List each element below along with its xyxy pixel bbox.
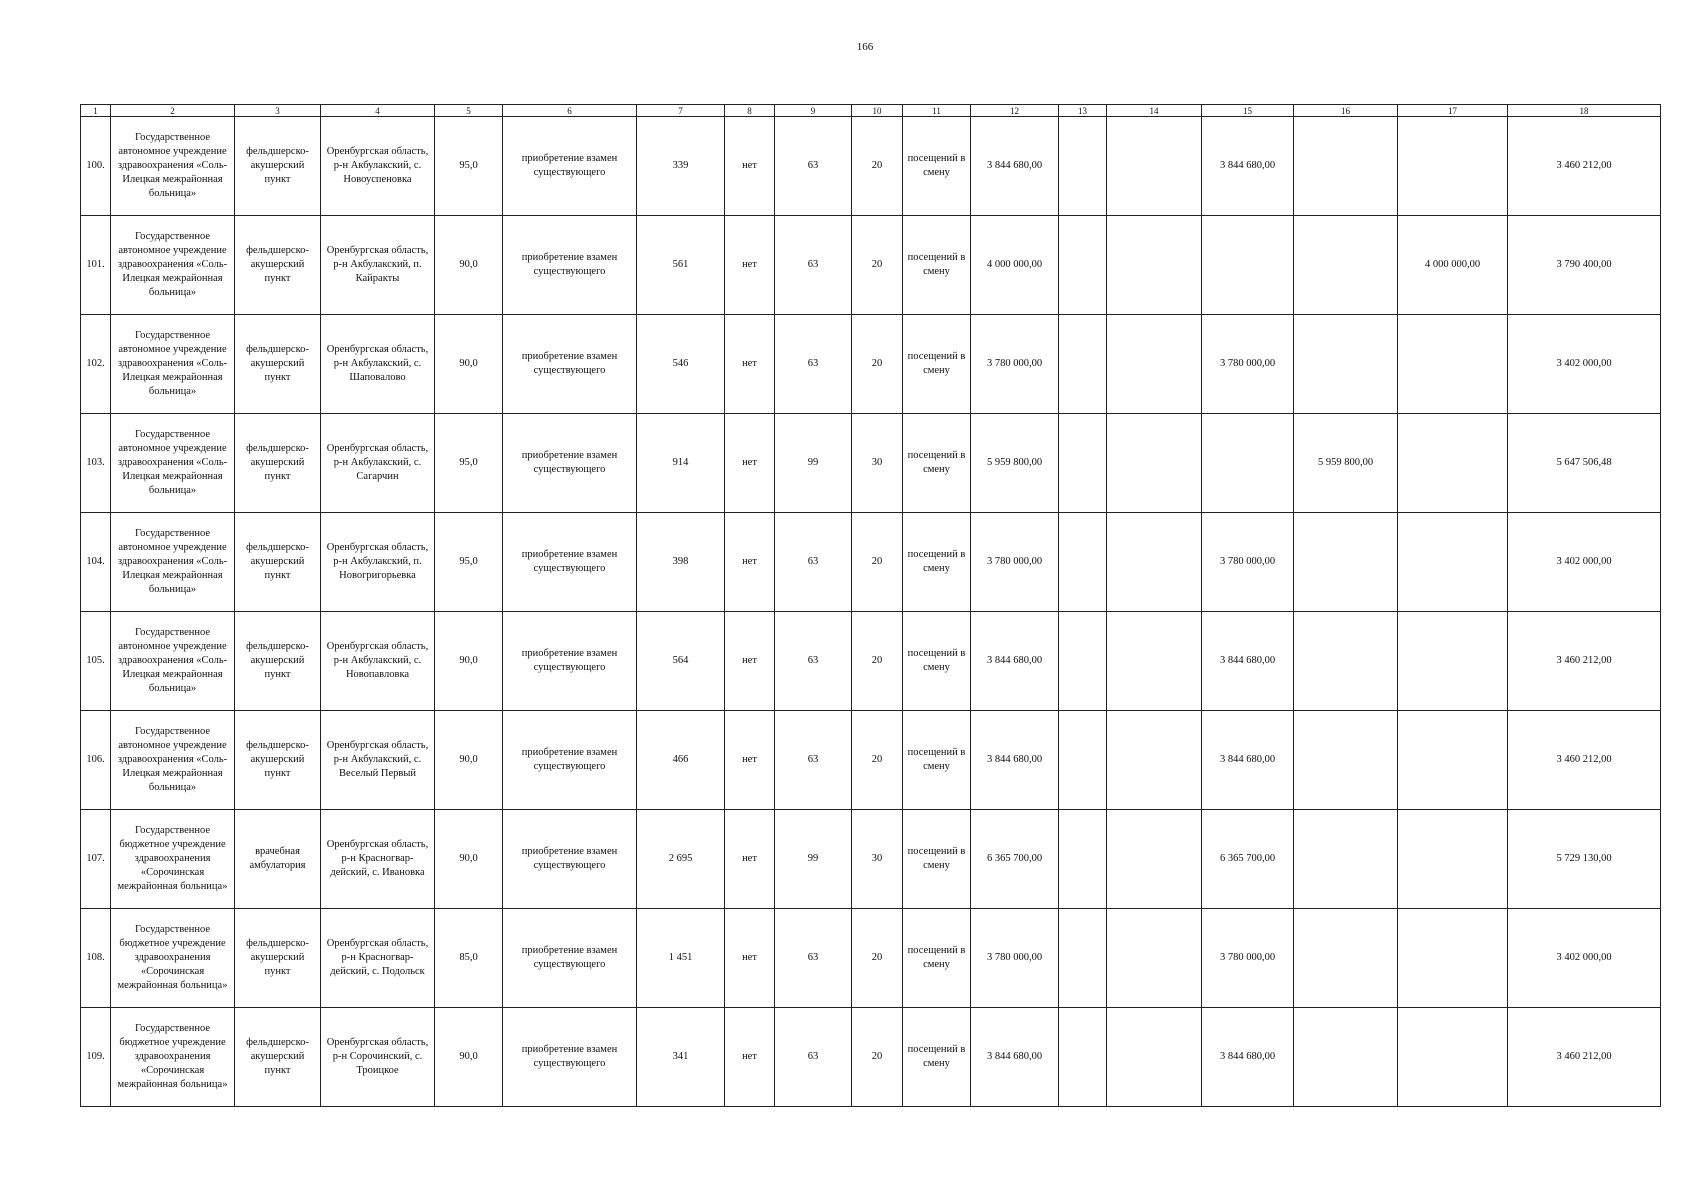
cell-col18: 3 460 212,00 (1508, 1008, 1661, 1107)
cell-col10: 30 (852, 810, 903, 909)
organization-name: Государственное бюджетное учреждение здравоохранения «Сорочинская межрайонная больница» (111, 810, 235, 909)
cell-col11: посещений в смену (903, 117, 971, 216)
column-header: 14 (1107, 105, 1202, 117)
cell-col12: 3 844 680,00 (971, 711, 1059, 810)
cell-col16 (1294, 810, 1398, 909)
cell-col13 (1059, 513, 1107, 612)
cell-col15 (1202, 216, 1294, 315)
cell-col7: 398 (637, 513, 725, 612)
table-row (81, 414, 1661, 513)
cell-col16 (1294, 117, 1398, 216)
facility-address: Оренбургская область, р-н Красногвар-дейский, с. Подольск (321, 909, 435, 1008)
row-number: 109. (81, 1008, 111, 1107)
column-header: 3 (235, 105, 321, 117)
cell-col17 (1398, 1008, 1508, 1107)
facility-address: Оренбургская область, р-н Акбулакский, п. Кайракты (321, 216, 435, 315)
organization-name: Государственное автономное учреждение здравоохранения «Соль-Илецкая межрайонная больница» (111, 117, 235, 216)
organization-name: Государственное автономное учреждение здравоохранения «Соль-Илецкая межрайонная больница» (111, 414, 235, 513)
cell-col6: приобретение взамен существующего (503, 216, 637, 315)
facility-address: Оренбургская область, р-н Красногвар-дейский, с. Ивановка (321, 810, 435, 909)
cell-col11: посещений в смену (903, 909, 971, 1008)
organization-name: Государственное бюджетное учреждение здравоохранения «Сорочинская межрайонная больница» (111, 909, 235, 1008)
cell-col18: 3 460 212,00 (1508, 117, 1661, 216)
cell-col9: 63 (775, 117, 852, 216)
cell-col5: 85,0 (435, 909, 503, 1008)
cell-col13 (1059, 612, 1107, 711)
cell-col13 (1059, 1008, 1107, 1107)
cell-col15: 3 844 680,00 (1202, 612, 1294, 711)
cell-col6: приобретение взамен существующего (503, 315, 637, 414)
cell-col18: 3 402 000,00 (1508, 909, 1661, 1008)
cell-col8: нет (725, 414, 775, 513)
table-row (81, 513, 1661, 612)
cell-col13 (1059, 810, 1107, 909)
cell-col14 (1107, 117, 1202, 216)
cell-col15: 3 780 000,00 (1202, 909, 1294, 1008)
table-row (81, 711, 1661, 810)
cell-col10: 20 (852, 711, 903, 810)
cell-col6: приобретение взамен существующего (503, 117, 637, 216)
column-header: 12 (971, 105, 1059, 117)
cell-col16 (1294, 216, 1398, 315)
cell-col14 (1107, 315, 1202, 414)
cell-col14 (1107, 711, 1202, 810)
cell-col13 (1059, 414, 1107, 513)
cell-col7: 546 (637, 315, 725, 414)
cell-col17 (1398, 909, 1508, 1008)
cell-col17 (1398, 315, 1508, 414)
cell-col12: 3 844 680,00 (971, 1008, 1059, 1107)
cell-col7: 466 (637, 711, 725, 810)
column-header: 9 (775, 105, 852, 117)
cell-col10: 20 (852, 909, 903, 1008)
column-header: 5 (435, 105, 503, 117)
cell-col7: 2 695 (637, 810, 725, 909)
cell-col12: 4 000 000,00 (971, 216, 1059, 315)
facility-type: фельдшерско-акушерский пункт (235, 1008, 321, 1107)
cell-col11: посещений в смену (903, 315, 971, 414)
cell-col7: 564 (637, 612, 725, 711)
table-row (81, 909, 1661, 1008)
cell-col10: 20 (852, 117, 903, 216)
cell-col15: 3 844 680,00 (1202, 1008, 1294, 1107)
column-header: 15 (1202, 105, 1294, 117)
cell-col9: 63 (775, 612, 852, 711)
cell-col16 (1294, 1008, 1398, 1107)
cell-col13 (1059, 909, 1107, 1008)
cell-col10: 20 (852, 315, 903, 414)
cell-col10: 20 (852, 1008, 903, 1107)
cell-col11: посещений в смену (903, 216, 971, 315)
cell-col16 (1294, 909, 1398, 1008)
cell-col6: приобретение взамен существующего (503, 1008, 637, 1107)
row-number: 100. (81, 117, 111, 216)
cell-col10: 20 (852, 513, 903, 612)
organization-name: Государственное автономное учреждение здравоохранения «Соль-Илецкая межрайонная больница» (111, 315, 235, 414)
cell-col18: 3 402 000,00 (1508, 315, 1661, 414)
table-body (81, 117, 1661, 1107)
row-number: 106. (81, 711, 111, 810)
table-row (81, 216, 1661, 315)
cell-col11: посещений в смену (903, 612, 971, 711)
facility-type: фельдшерско-акушерский пункт (235, 711, 321, 810)
cell-col5: 90,0 (435, 315, 503, 414)
row-number: 104. (81, 513, 111, 612)
cell-col17 (1398, 612, 1508, 711)
cell-col7: 341 (637, 1008, 725, 1107)
cell-col16: 5 959 800,00 (1294, 414, 1398, 513)
column-header: 13 (1059, 105, 1107, 117)
cell-col5: 95,0 (435, 117, 503, 216)
organization-name: Государственное автономное учреждение здравоохранения «Соль-Илецкая межрайонная больница» (111, 711, 235, 810)
registry-table (80, 104, 1661, 1107)
cell-col18: 3 460 212,00 (1508, 612, 1661, 711)
column-header: 8 (725, 105, 775, 117)
header-row (81, 105, 1661, 117)
cell-col6: приобретение взамен существующего (503, 810, 637, 909)
organization-name: Государственное автономное учреждение здравоохранения «Соль-Илецкая межрайонная больница» (111, 216, 235, 315)
cell-col5: 95,0 (435, 513, 503, 612)
column-header: 17 (1398, 105, 1508, 117)
facility-address: Оренбургская область, р-н Акбулакский, с. Новоуспеновка (321, 117, 435, 216)
cell-col6: приобретение взамен существующего (503, 612, 637, 711)
cell-col18: 5 729 130,00 (1508, 810, 1661, 909)
cell-col6: приобретение взамен существующего (503, 513, 637, 612)
row-number: 102. (81, 315, 111, 414)
facility-address: Оренбургская область, р-н Сорочинский, с. Троицкое (321, 1008, 435, 1107)
cell-col17 (1398, 117, 1508, 216)
cell-col18: 3 402 000,00 (1508, 513, 1661, 612)
facility-type: врачебная амбулатория (235, 810, 321, 909)
row-number: 105. (81, 612, 111, 711)
row-number: 107. (81, 810, 111, 909)
cell-col5: 90,0 (435, 1008, 503, 1107)
facility-address: Оренбургская область, р-н Акбулакский, с. Новопавловка (321, 612, 435, 711)
facility-type: фельдшерско-акушерский пункт (235, 909, 321, 1008)
cell-col7: 561 (637, 216, 725, 315)
cell-col12: 3 780 000,00 (971, 909, 1059, 1008)
column-header: 1 (81, 105, 111, 117)
table-row (81, 612, 1661, 711)
row-number: 101. (81, 216, 111, 315)
organization-name: Государственное автономное учреждение здравоохранения «Соль-Илецкая межрайонная больница» (111, 513, 235, 612)
cell-col18: 3 790 400,00 (1508, 216, 1661, 315)
cell-col7: 339 (637, 117, 725, 216)
cell-col9: 99 (775, 414, 852, 513)
cell-col9: 63 (775, 1008, 852, 1107)
cell-col12: 3 844 680,00 (971, 117, 1059, 216)
facility-address: Оренбургская область, р-н Акбулакский, с. Сагарчин (321, 414, 435, 513)
cell-col12: 5 959 800,00 (971, 414, 1059, 513)
table-row (81, 117, 1661, 216)
facility-type: фельдшерско-акушерский пункт (235, 513, 321, 612)
cell-col8: нет (725, 711, 775, 810)
cell-col7: 914 (637, 414, 725, 513)
cell-col11: посещений в смену (903, 1008, 971, 1107)
table-row (81, 315, 1661, 414)
cell-col5: 90,0 (435, 216, 503, 315)
organization-name: Государственное автономное учреждение здравоохранения «Соль-Илецкая межрайонная больница» (111, 612, 235, 711)
cell-col16 (1294, 315, 1398, 414)
cell-col5: 90,0 (435, 810, 503, 909)
cell-col7: 1 451 (637, 909, 725, 1008)
cell-col10: 30 (852, 414, 903, 513)
cell-col9: 99 (775, 810, 852, 909)
cell-col14 (1107, 513, 1202, 612)
organization-name: Государственное бюджетное учреждение здравоохранения «Сорочинская межрайонная больница» (111, 1008, 235, 1107)
facility-address: Оренбургская область, р-н Акбулакский, п. Новогригорьевка (321, 513, 435, 612)
facility-address: Оренбургская область, р-н Акбулакский, с. Веселый Первый (321, 711, 435, 810)
cell-col13 (1059, 711, 1107, 810)
cell-col15 (1202, 414, 1294, 513)
cell-col12: 3 780 000,00 (971, 513, 1059, 612)
cell-col6: приобретение взамен существующего (503, 414, 637, 513)
cell-col14 (1107, 909, 1202, 1008)
table-row (81, 810, 1661, 909)
cell-col13 (1059, 117, 1107, 216)
cell-col8: нет (725, 513, 775, 612)
cell-col8: нет (725, 117, 775, 216)
column-header: 7 (637, 105, 725, 117)
cell-col6: приобретение взамен существующего (503, 909, 637, 1008)
column-header: 18 (1508, 105, 1661, 117)
cell-col11: посещений в смену (903, 810, 971, 909)
cell-col17 (1398, 810, 1508, 909)
cell-col12: 3 844 680,00 (971, 612, 1059, 711)
cell-col9: 63 (775, 315, 852, 414)
cell-col17 (1398, 414, 1508, 513)
cell-col15: 3 844 680,00 (1202, 117, 1294, 216)
cell-col17 (1398, 513, 1508, 612)
facility-type: фельдшерско-акушерский пункт (235, 414, 321, 513)
cell-col12: 3 780 000,00 (971, 315, 1059, 414)
cell-col14 (1107, 414, 1202, 513)
cell-col14 (1107, 612, 1202, 711)
cell-col16 (1294, 513, 1398, 612)
cell-col10: 20 (852, 612, 903, 711)
cell-col12: 6 365 700,00 (971, 810, 1059, 909)
cell-col17 (1398, 711, 1508, 810)
cell-col11: посещений в смену (903, 513, 971, 612)
cell-col13 (1059, 315, 1107, 414)
cell-col18: 3 460 212,00 (1508, 711, 1661, 810)
cell-col10: 20 (852, 216, 903, 315)
cell-col15: 3 780 000,00 (1202, 513, 1294, 612)
cell-col8: нет (725, 216, 775, 315)
cell-col9: 63 (775, 909, 852, 1008)
cell-col9: 63 (775, 711, 852, 810)
cell-col6: приобретение взамен существующего (503, 711, 637, 810)
page-number: 166 (856, 41, 874, 53)
cell-col11: посещений в смену (903, 414, 971, 513)
cell-col9: 63 (775, 513, 852, 612)
cell-col8: нет (725, 810, 775, 909)
facility-address: Оренбургская область, р-н Акбулакский, с. Шаповалово (321, 315, 435, 414)
cell-col14 (1107, 810, 1202, 909)
cell-col5: 90,0 (435, 711, 503, 810)
cell-col11: посещений в смену (903, 711, 971, 810)
cell-col8: нет (725, 909, 775, 1008)
cell-col14 (1107, 1008, 1202, 1107)
cell-col5: 95,0 (435, 414, 503, 513)
cell-col8: нет (725, 315, 775, 414)
cell-col15: 3 780 000,00 (1202, 315, 1294, 414)
column-header: 11 (903, 105, 971, 117)
cell-col17: 4 000 000,00 (1398, 216, 1508, 315)
facility-type: фельдшерско-акушерский пункт (235, 216, 321, 315)
column-header: 6 (503, 105, 637, 117)
column-header: 2 (111, 105, 235, 117)
facility-type: фельдшерско-акушерский пункт (235, 612, 321, 711)
cell-col13 (1059, 216, 1107, 315)
facility-type: фельдшерско-акушерский пункт (235, 315, 321, 414)
row-number: 108. (81, 909, 111, 1008)
cell-col16 (1294, 612, 1398, 711)
table-row (81, 1008, 1661, 1107)
cell-col8: нет (725, 612, 775, 711)
cell-col18: 5 647 506,48 (1508, 414, 1661, 513)
cell-col9: 63 (775, 216, 852, 315)
row-number: 103. (81, 414, 111, 513)
column-header: 16 (1294, 105, 1398, 117)
cell-col8: нет (725, 1008, 775, 1107)
cell-col5: 90,0 (435, 612, 503, 711)
cell-col15: 6 365 700,00 (1202, 810, 1294, 909)
column-header: 10 (852, 105, 903, 117)
cell-col14 (1107, 216, 1202, 315)
cell-col15: 3 844 680,00 (1202, 711, 1294, 810)
cell-col16 (1294, 711, 1398, 810)
column-header: 4 (321, 105, 435, 117)
facility-type: фельдшерско-акушерский пункт (235, 117, 321, 216)
